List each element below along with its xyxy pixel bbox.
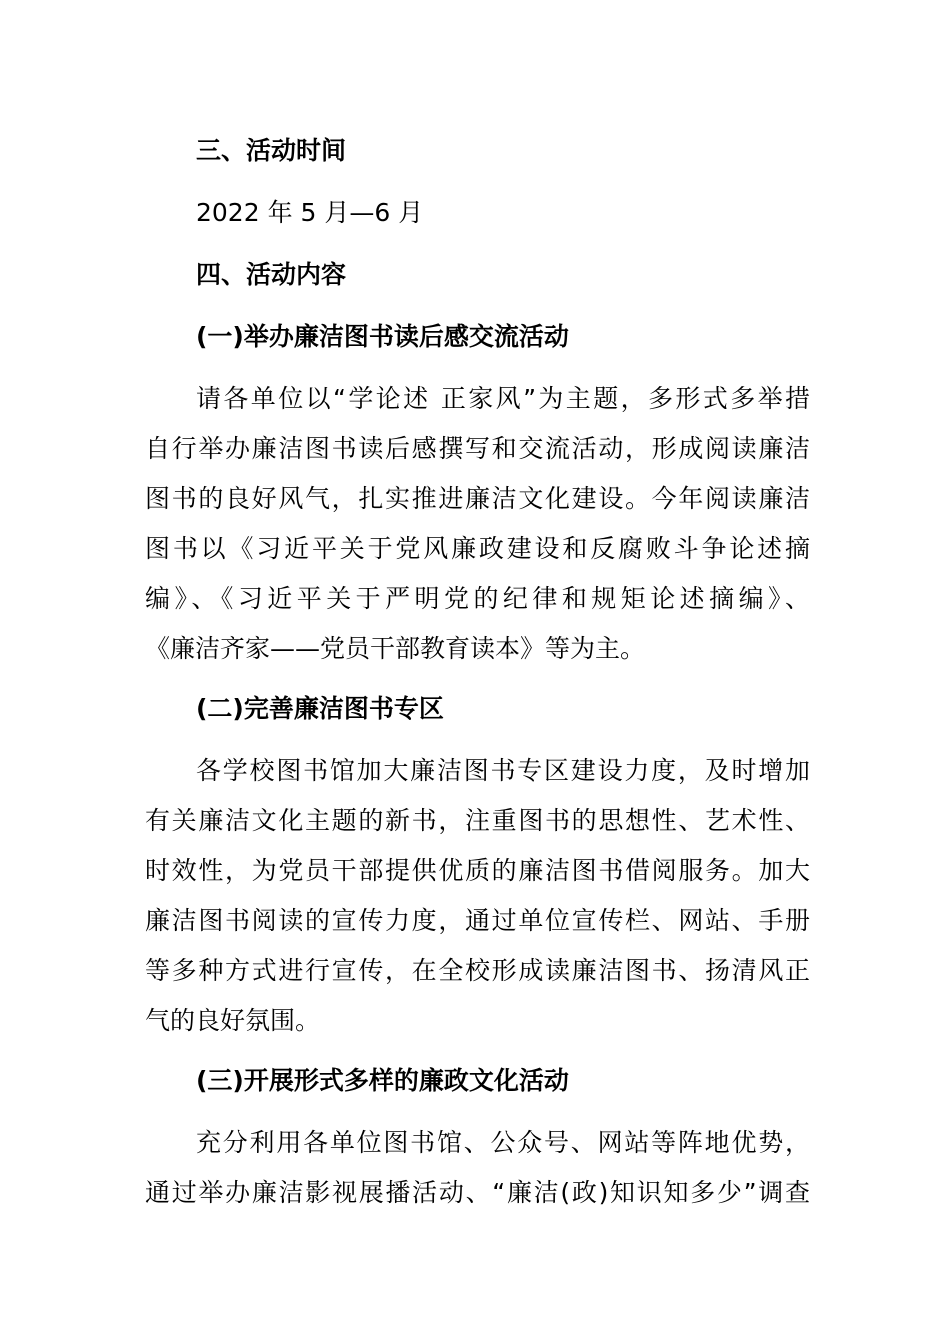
- paragraph-line: 气的良好氛围。: [145, 1006, 321, 1035]
- activity-date: 2022 年 5 月—6 月: [196, 198, 424, 227]
- subsection-heading-2: (二)完善廉洁图书专区: [196, 694, 444, 723]
- paragraph-line: 请各单位以“学论述 正家风”为主题，多形式多举措: [196, 384, 810, 413]
- paragraph-line: 充分利用各单位图书馆、公众号、网站等阵地优势，: [196, 1128, 810, 1157]
- paragraph-line: 各学校图书馆加大廉洁图书专区建设力度，及时增加: [196, 756, 810, 785]
- subsection-heading-3: (三)开展形式多样的廉政文化活动: [196, 1066, 569, 1095]
- subsection-heading-1: (一)举办廉洁图书读后感交流活动: [196, 322, 569, 351]
- paragraph-line: 图书的良好风气，扎实推进廉洁文化建设。今年阅读廉洁: [145, 484, 810, 513]
- section-heading-activity-time: 三、活动时间: [196, 136, 347, 165]
- paragraph-line: 有关廉洁文化主题的新书，注重图书的思想性、艺术性、: [145, 806, 810, 835]
- section-heading-activity-content: 四、活动内容: [196, 260, 347, 289]
- paragraph-line: 图书以《习近平关于党风廉政建设和反腐败斗争论述摘: [145, 534, 810, 563]
- paragraph-line: 等多种方式进行宣传，在全校形成读廉洁图书、扬清风正: [145, 956, 810, 985]
- paragraph-line: 编》、《习近平关于严明党的纪律和规矩论述摘编》、: [145, 584, 810, 613]
- paragraph-line: 《廉洁齐家——党员干部教育读本》等为主。: [145, 634, 646, 663]
- paragraph-line: 时效性，为党员干部提供优质的廉洁图书借阅服务。加大: [145, 856, 810, 885]
- paragraph-line: 廉洁图书阅读的宣传力度，通过单位宣传栏、网站、手册: [145, 906, 810, 935]
- paragraph-line: 通过举办廉洁影视展播活动、“廉洁(政)知识知多少”调查: [145, 1178, 810, 1207]
- paragraph-line: 自行举办廉洁图书读后感撰写和交流活动，形成阅读廉洁: [145, 434, 810, 463]
